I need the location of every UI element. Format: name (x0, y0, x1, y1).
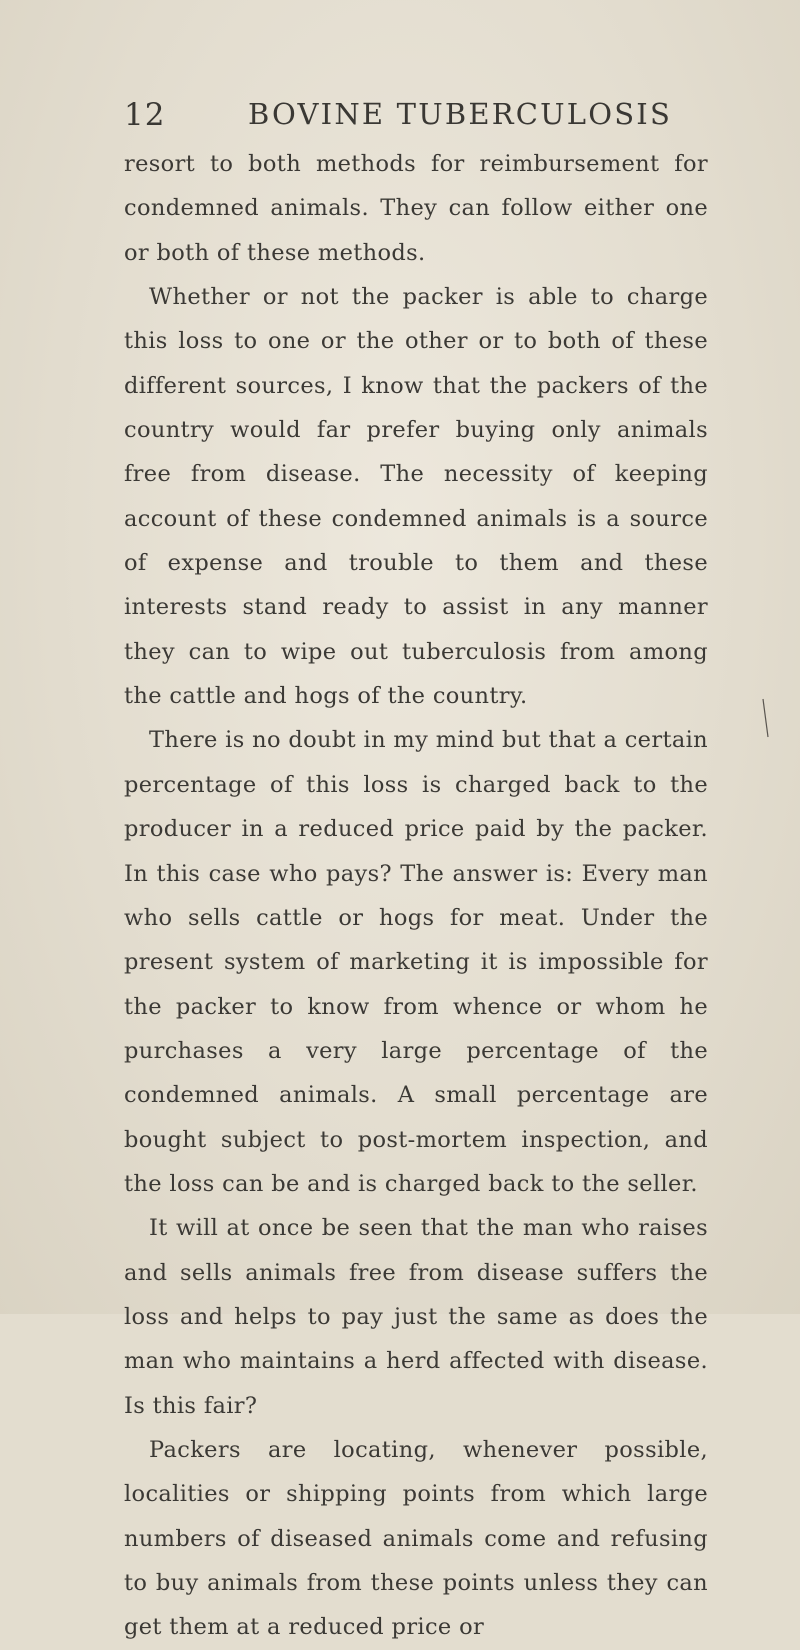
paragraph: There is no doubt in my mind but that a certain percentage of this loss is charged back to the producer in a reduced price paid by the packer. In this case who pays? The answer is: Every man who sells cattle or hogs for meat. Under the present system of marketing it is impossible for the packer to know from whence or whom he purchases a very large percentage of the condemned animals. A small percentage are bought subject to post-mortem inspection, and the loss can be and is charged back to the seller. (124, 727, 708, 1197)
paragraph: It will at once be seen that the man who raises and sells animals free from disease suffers the loss and helps to pay just the same as does the man who maintains a herd affected with disease. Is this fair? (124, 1215, 708, 1419)
page-number: 12 (124, 97, 166, 133)
paragraph: Packers are locating, whenever possible, localities or shipping points from which large numbers of diseased animals come and refusing to buy animals from these points unless they can get them at a reduced price or (124, 1436, 708, 1641)
body-text (124, 142, 708, 1650)
margin-pencil-mark (762, 697, 770, 741)
running-header (0, 97, 800, 137)
paragraph: Whether or not the packer is able to charge this loss to one or the other or to both of these different sources, I know that the packers of the country would far prefer buying only animals free from disease. The necessity of keeping account of these condemned animals is a source of expense and trouble to them and these interests stand ready to assist in any manner they can to wipe out tuberculosis from among the cattle and hogs of the country. (124, 284, 708, 710)
running-title: BOVINE TUBERCULOSIS (248, 97, 673, 131)
paragraph-continuation: resort to both methods for reimbursement for condemned animals. They can follow either one or both of these methods. (124, 151, 708, 266)
